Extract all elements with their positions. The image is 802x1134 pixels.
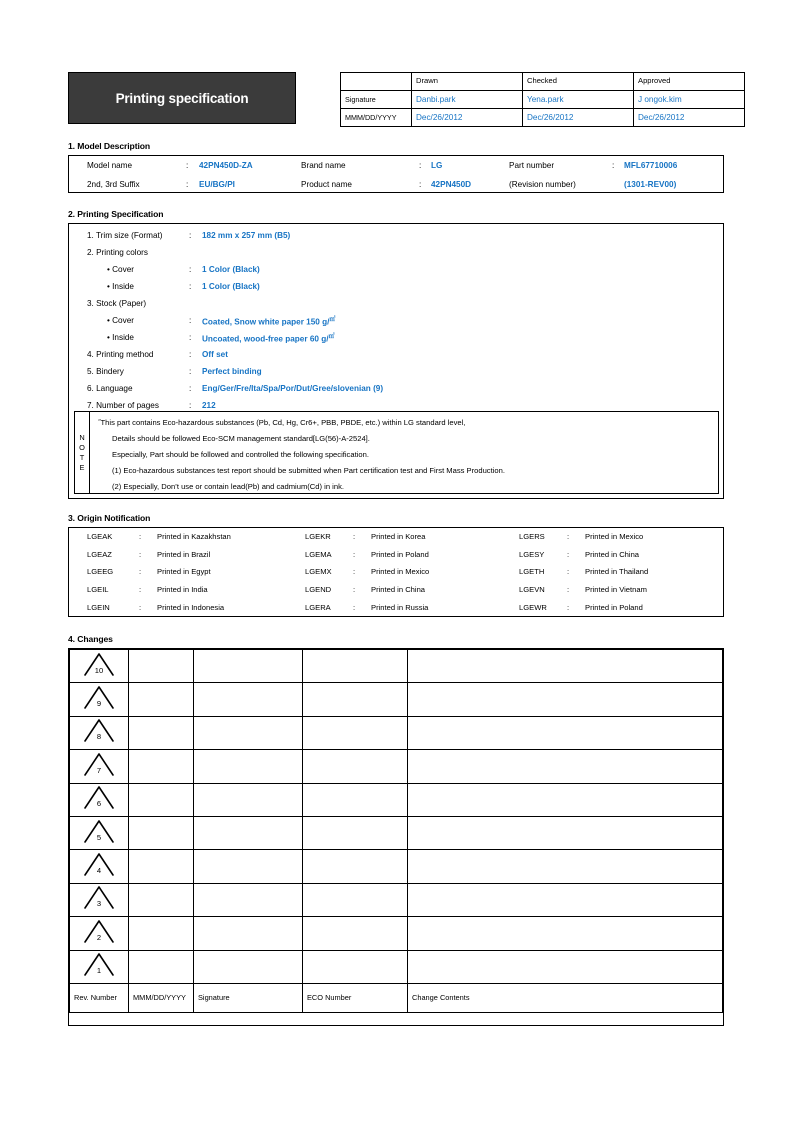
approval-signature-row [341, 91, 745, 109]
date-checked: Dec/26/2012 [523, 109, 634, 127]
changes-cell-contents [408, 750, 723, 783]
note-line: ˝This part contains Eco-hazardous substances (Pb, Cd, Hg, Cr6+, PBB, PBDE, etc.) within LG standard level, [98, 418, 466, 427]
revision-number-text: 8 [96, 732, 102, 742]
model-name-label: Model name [87, 161, 133, 170]
revision-triangle-icon [83, 785, 115, 809]
changes-row [70, 883, 723, 916]
signature-checked: Yena.park [523, 91, 634, 109]
signature-approved: J ongok.kim [634, 91, 745, 109]
origin-country: Printed in Egypt [157, 567, 211, 577]
changes-cell-signature [194, 816, 303, 849]
spec-label: • Inside [107, 282, 134, 291]
changes-cell-date [129, 850, 194, 883]
note-box [74, 411, 719, 494]
model-description-box [68, 155, 724, 193]
suffix-label: 2nd, 3rd Suffix [87, 180, 140, 189]
spec-value-wrap [202, 312, 335, 331]
spec-label: 4. Printing method [87, 350, 154, 359]
revision-triangle-icon [83, 752, 115, 776]
spec-label: 5. Bindery [87, 367, 124, 376]
changes-cell-revision [70, 750, 129, 783]
changes-cell-eco [303, 683, 408, 716]
changes-cell-contents [408, 883, 723, 916]
revision-number-text: 6 [96, 799, 102, 809]
spec-label: 2. Printing colors [87, 248, 148, 257]
changes-cell-revision [70, 650, 129, 683]
spec-separator: : [189, 282, 192, 291]
changes-cell-contents [408, 650, 723, 683]
approval-column-drawn: Drawn [412, 73, 523, 91]
approval-row-label-signature: Signature [341, 91, 412, 109]
origin-code: LGEAK [87, 532, 113, 542]
spec-value: 1 Color (Black) [202, 265, 260, 274]
origin-code: LGEAZ [87, 549, 112, 559]
product-name-separator: : [419, 180, 422, 189]
changes-cell-signature [194, 750, 303, 783]
approval-date-row [341, 109, 745, 127]
origin-colon: : [139, 567, 142, 577]
spec-label: 7. Number of pages [87, 401, 159, 410]
model-description-row-1 [69, 156, 723, 175]
changes-cell-date [129, 750, 194, 783]
revision-triangle-icon [83, 652, 115, 676]
section-heading-changes: 4. Changes [68, 634, 113, 644]
origin-row [69, 581, 733, 599]
section-heading-origin-notification: 3. Origin Notification [68, 513, 151, 523]
spec-value: 182 mm x 257 mm (B5) [202, 231, 291, 240]
origin-colon: : [353, 602, 356, 612]
revision-number-text: 3 [96, 899, 102, 909]
brand-name-label: Brand name [301, 161, 346, 170]
origin-country: Printed in Indonesia [157, 602, 225, 612]
origin-colon: : [353, 585, 356, 595]
revision-number-text: 4 [96, 866, 102, 876]
origin-colon: : [139, 549, 142, 559]
changes-cell-eco [303, 883, 408, 916]
changes-cell-revision [70, 950, 129, 983]
origin-code: LGERS [519, 532, 545, 542]
spec-value-wrap [202, 329, 335, 348]
changes-cell-signature [194, 683, 303, 716]
changes-cell-eco [303, 750, 408, 783]
origin-code: LGESY [519, 549, 545, 559]
changes-cell-signature [194, 917, 303, 950]
note-line: Especially, Part should be followed and controlled the following specification. [112, 450, 369, 459]
origin-row [69, 598, 733, 616]
changes-row [70, 750, 723, 783]
origin-country: Printed in China [371, 585, 426, 595]
section-heading-model-description: 1. Model Description [68, 141, 151, 151]
origin-notification-table [69, 528, 733, 616]
changes-cell-signature [194, 716, 303, 749]
note-letter: N [79, 432, 85, 442]
changes-cell-date [129, 883, 194, 916]
changes-cell-date [129, 917, 194, 950]
origin-colon: : [567, 602, 570, 612]
product-name-value: 42PN450D [431, 180, 472, 189]
spec-value: 1 Color (Black) [202, 282, 260, 291]
changes-cell-eco [303, 716, 408, 749]
origin-country: Printed in Mexico [585, 532, 644, 542]
changes-row [70, 917, 723, 950]
document-title-banner [68, 72, 296, 124]
approval-column-approved: Approved [634, 73, 745, 91]
changes-cell-date [129, 683, 194, 716]
changes-row [70, 683, 723, 716]
changes-cell-revision [70, 816, 129, 849]
changes-box [68, 648, 724, 1026]
origin-country: Printed in China [585, 549, 640, 559]
note-letter: O [79, 442, 85, 452]
changes-table [69, 649, 723, 1013]
approval-corner-cell [341, 73, 412, 91]
part-number-label: Part number [509, 161, 555, 170]
revision-number-text: 9 [96, 699, 102, 709]
changes-cell-eco [303, 950, 408, 983]
changes-footer-signature: Signature [194, 983, 303, 1012]
revision-number-value: (1301-REV00) [624, 180, 677, 189]
origin-colon: : [353, 532, 356, 542]
spec-separator: : [189, 367, 192, 376]
revision-number-text: 2 [96, 932, 102, 942]
revision-number-text: 7 [96, 765, 102, 775]
origin-notification-box [68, 527, 724, 617]
revision-triangle-icon [83, 718, 115, 742]
changes-cell-signature [194, 850, 303, 883]
changes-cell-eco [303, 850, 408, 883]
origin-code: LGEIN [87, 602, 110, 612]
origin-country: Printed in Russia [371, 602, 429, 612]
revision-triangle-icon [83, 885, 115, 909]
origin-country: Printed in Kazakhstan [157, 532, 231, 542]
printing-specification-box [68, 223, 724, 499]
origin-row [69, 546, 733, 564]
note-line: Details should be followed Eco-SCM management standard[LG(56)-A-2524]. [112, 434, 370, 443]
date-approved: Dec/26/2012 [634, 109, 745, 127]
changes-cell-contents [408, 950, 723, 983]
date-drawn: Dec/26/2012 [412, 109, 523, 127]
square-meter-unit: ㎡ [328, 334, 335, 340]
changes-cell-revision [70, 917, 129, 950]
note-vertical-label [75, 412, 90, 493]
changes-cell-contents [408, 716, 723, 749]
spec-separator: : [189, 231, 192, 240]
revision-triangle-icon [83, 819, 115, 843]
changes-row [70, 650, 723, 683]
origin-country: Printed in Poland [585, 602, 643, 612]
spec-value: Off set [202, 350, 228, 359]
changes-cell-eco [303, 816, 408, 849]
changes-row [70, 816, 723, 849]
origin-country: Printed in India [157, 585, 208, 595]
changes-cell-date [129, 816, 194, 849]
origin-code: LGEWR [519, 602, 547, 612]
brand-name-separator: : [419, 161, 422, 170]
revision-triangle-icon [83, 952, 115, 976]
spec-separator: : [189, 350, 192, 359]
origin-country: Printed in Thailand [585, 567, 649, 577]
revision-number-text: 10 [94, 665, 104, 675]
changes-cell-contents [408, 917, 723, 950]
origin-colon: : [567, 532, 570, 542]
origin-code: LGEKR [305, 532, 331, 542]
section-heading-printing-specification: 2. Printing Specification [68, 209, 164, 219]
changes-cell-eco [303, 917, 408, 950]
origin-code: LGETH [519, 567, 545, 577]
changes-footer-row [70, 983, 723, 1012]
changes-footer-revision: Rev. Number [70, 983, 129, 1012]
origin-row [69, 528, 733, 546]
changes-cell-signature [194, 883, 303, 916]
changes-footer-contents: Change Contents [408, 983, 723, 1012]
spec-separator: : [189, 384, 192, 393]
origin-colon: : [139, 532, 142, 542]
spec-value: Uncoated, wood-free paper 60 g/ [202, 334, 329, 344]
note-letter: E [79, 462, 85, 472]
spec-value: Perfect binding [202, 367, 262, 376]
changes-cell-date [129, 650, 194, 683]
model-name-separator: : [186, 161, 189, 170]
suffix-separator: : [186, 180, 189, 189]
changes-footer-eco: ECO Number [303, 983, 408, 1012]
changes-footer-date: MMM/DD/YYYY [129, 983, 194, 1012]
origin-country: Printed in Poland [371, 549, 429, 559]
changes-cell-revision [70, 850, 129, 883]
note-line: (2) Especially, Don’t use or contain lead(Pb) and cadmium(Cd) in ink. [112, 482, 344, 491]
changes-cell-revision [70, 683, 129, 716]
changes-cell-contents [408, 816, 723, 849]
changes-cell-date [129, 783, 194, 816]
spec-label: • Inside [107, 333, 134, 342]
changes-cell-contents [408, 683, 723, 716]
changes-row [70, 850, 723, 883]
origin-colon: : [353, 567, 356, 577]
origin-row [69, 563, 733, 581]
revision-number-text: 1 [96, 966, 102, 976]
origin-colon: : [139, 585, 142, 595]
spec-separator: : [189, 265, 192, 274]
spec-label: • Cover [107, 316, 134, 325]
origin-code: LGEIL [87, 585, 109, 595]
brand-name-value: LG [431, 161, 443, 170]
origin-country: Printed in Mexico [371, 567, 430, 577]
spec-label: 3. Stock (Paper) [87, 299, 147, 308]
revision-triangle-icon [83, 685, 115, 709]
note-line: (1) Eco-hazardous substances test report should be submitted when Part certification test and First Mass Production. [112, 466, 505, 475]
changes-cell-date [129, 716, 194, 749]
spec-value: Eng/Ger/Fre/Ita/Spa/Por/Dut/Gree/slovenian (9) [202, 384, 384, 393]
origin-colon: : [567, 567, 570, 577]
changes-cell-eco [303, 650, 408, 683]
origin-country: Printed in Korea [371, 532, 426, 542]
square-meter-unit: ㎡ [329, 317, 336, 323]
revision-number-text: 5 [96, 832, 102, 842]
spec-value: Coated, Snow white paper 150 g/ [202, 317, 330, 327]
spec-label: 6. Language [87, 384, 133, 393]
origin-colon: : [567, 585, 570, 595]
origin-colon: : [353, 549, 356, 559]
revision-number-label: (Revision number) [509, 180, 576, 189]
origin-colon: : [567, 549, 570, 559]
changes-cell-revision [70, 716, 129, 749]
note-content [90, 412, 718, 495]
changes-cell-contents [408, 850, 723, 883]
changes-cell-revision [70, 783, 129, 816]
part-number-separator: : [612, 161, 615, 170]
changes-cell-signature [194, 783, 303, 816]
approval-header-row [341, 73, 745, 91]
changes-cell-date [129, 950, 194, 983]
origin-colon: : [139, 602, 142, 612]
spec-separator: : [189, 333, 192, 342]
origin-code: LGEEG [87, 567, 114, 577]
revision-triangle-icon [83, 919, 115, 943]
spec-label: • Cover [107, 265, 134, 274]
changes-cell-signature [194, 950, 303, 983]
document-header [68, 72, 724, 126]
origin-code: LGEND [305, 585, 332, 595]
changes-cell-contents [408, 783, 723, 816]
changes-cell-revision [70, 883, 129, 916]
changes-row [70, 716, 723, 749]
origin-country: Printed in Vietnam [585, 585, 647, 595]
origin-code: LGERA [305, 602, 331, 612]
approval-column-checked: Checked [523, 73, 634, 91]
changes-row [70, 783, 723, 816]
changes-cell-signature [194, 650, 303, 683]
model-name-value: 42PN450D-ZA [199, 161, 253, 170]
changes-cell-eco [303, 783, 408, 816]
approval-table [340, 72, 745, 127]
origin-country: Printed in Brazil [157, 549, 211, 559]
note-letter: T [79, 452, 85, 462]
spec-separator: : [189, 316, 192, 325]
product-name-label: Product name [301, 180, 352, 189]
part-number-value: MFL67710006 [624, 161, 678, 170]
page-title: Printing specification [115, 90, 249, 106]
spec-separator: : [189, 401, 192, 410]
approval-row-label-date: MMM/DD/YYYY [341, 109, 412, 127]
signature-drawn: Danbi.park [412, 91, 523, 109]
revision-triangle-icon [83, 852, 115, 876]
origin-code: LGEVN [519, 585, 545, 595]
suffix-value: EU/BG/PI [199, 180, 235, 189]
spec-label: 1. Trim size (Format) [87, 231, 163, 240]
spec-value: 212 [202, 401, 216, 410]
origin-code: LGEMX [305, 567, 332, 577]
origin-code: LGEMA [305, 549, 332, 559]
model-description-row-2 [69, 175, 723, 194]
changes-row [70, 950, 723, 983]
